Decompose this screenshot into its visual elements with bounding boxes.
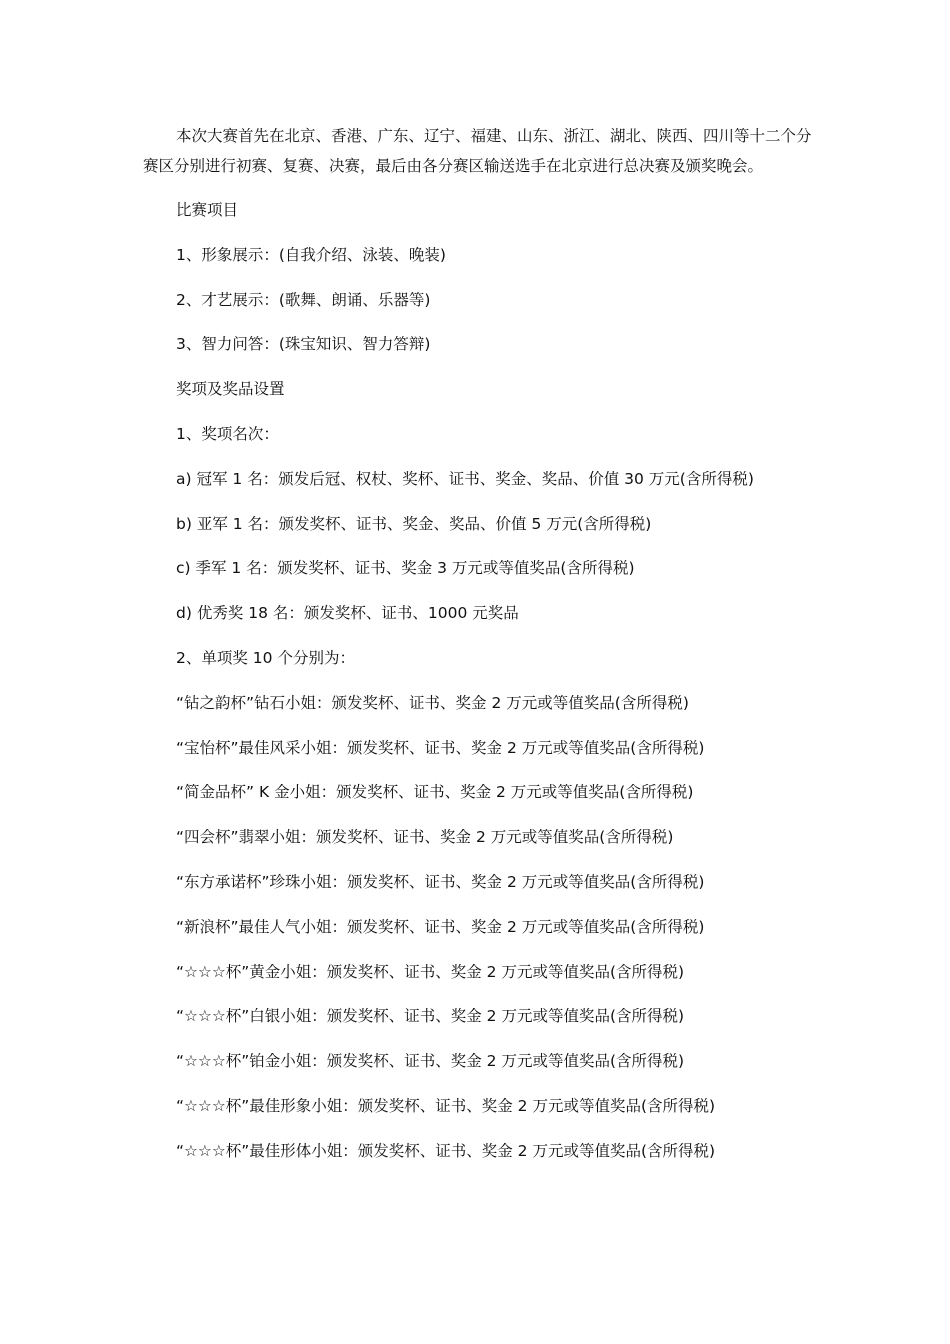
document-line: “东方承诺杯”珍珠小姐：颁发奖杯、证书、奖金 2 万元或等值奖品(含所得税) (176, 872, 705, 891)
document-line: “宝怡杯”最佳风采小姐：颁发奖杯、证书、奖金 2 万元或等值奖品(含所得税) (176, 738, 705, 757)
document-line: “四会杯”翡翠小姐：颁发奖杯、证书、奖金 2 万元或等值奖品(含所得税) (176, 828, 674, 847)
document-body (143, 121, 815, 1181)
document-line: 1、形象展示：(自我介绍、泳装、晚装) (176, 245, 446, 264)
document-line: a) 冠军 1 名：颁发后冠、权杖、奖杯、证书、奖金、奖品、价值 30 万元(含所得税) (176, 469, 754, 488)
document-line: “新浪杯”最佳人气小姐：颁发奖杯、证书、奖金 2 万元或等值奖品(含所得税) (176, 917, 705, 936)
document-line: b) 亚军 1 名：颁发奖杯、证书、奖金、奖品、价值 5 万元(含所得税) (176, 514, 652, 533)
document-line: “☆☆☆杯”最佳形象小姐：颁发奖杯、证书、奖金 2 万元或等值奖品(含所得税) (176, 1096, 716, 1115)
document-line: “☆☆☆杯”最佳形体小姐：颁发奖杯、证书、奖金 2 万元或等值奖品(含所得税) (176, 1141, 716, 1160)
document-line: “☆☆☆杯”白银小姐：颁发奖杯、证书、奖金 2 万元或等值奖品(含所得税) (176, 1007, 685, 1026)
document-line: d) 优秀奖 18 名：颁发奖杯、证书、1000 元奖品 (176, 604, 519, 623)
document-line: 2、单项奖 10 个分别为： (176, 648, 355, 667)
document-line: 3、智力问答：(珠宝知识、智力答辩) (176, 335, 431, 354)
document-line: 1、奖项名次： (176, 424, 279, 443)
intro-paragraph: 本次大赛首先在北京、香港、广东、辽宁、福建、山东、浙江、湖北、陕西、四川等十二个分赛区分别进行初赛、复赛、决赛，最后由各分赛区输送选手在北京进行总决赛及颁奖晚会。 (143, 127, 812, 175)
document-line: “☆☆☆杯”铂金小姐：颁发奖杯、证书、奖金 2 万元或等值奖品(含所得税) (176, 1052, 685, 1071)
document-line: “☆☆☆杯”黄金小姐：颁发奖杯、证书、奖金 2 万元或等值奖品(含所得税) (176, 962, 685, 981)
document-line: “简金品杯” K 金小姐：颁发奖杯、证书、奖金 2 万元或等值奖品(含所得税) (176, 783, 694, 802)
document-lines (143, 195, 815, 1181)
document-line: “钻之韵杯”钻石小姐：颁发奖杯、证书、奖金 2 万元或等值奖品(含所得税) (176, 693, 689, 712)
document-line: c) 季军 1 名：颁发奖杯、证书、奖金 3 万元或等值奖品(含所得税) (176, 559, 635, 578)
document-line: 2、才艺展示：(歌舞、朗诵、乐器等) (176, 290, 431, 309)
document-line: 奖项及奖品设置 (176, 380, 285, 399)
document-line: 比赛项目 (176, 201, 239, 219)
